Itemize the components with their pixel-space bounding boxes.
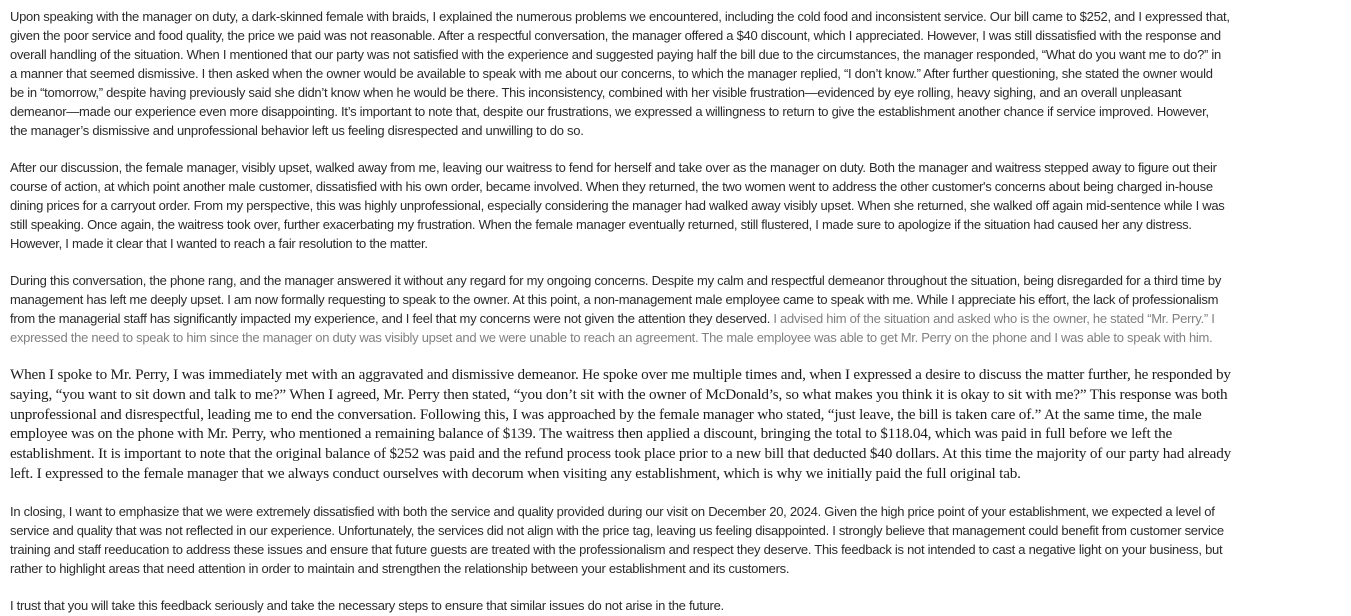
text-line: be in “tomorrow,” despite having previously said she didn’t know when he would be there. This inconsistency, combined with her visible frustration—evidenced by eye rolling, heavy sighing, and an overall unpleasant xyxy=(10,85,1182,100)
text-line: a manner that seemed dismissive. I then asked when the owner would be available to speak with me about our concerns, to which the manager replied, “I don’t know.” After further questioning, she stated the owner would xyxy=(10,66,1213,81)
paragraph-5 xyxy=(10,502,1351,578)
muted-text-segment: expressed the need to speak to him since the manager on duty was visibly upset and we were unable to reach an agreement. The male employee was able to get Mr. Perry on the phone and I was able to speak with him. xyxy=(10,330,1213,345)
text-line: rather to highlight areas that need attention in order to maintain and strengthen the relationship between your establishment and its customers. xyxy=(10,560,790,576)
paragraph-1 xyxy=(10,7,1351,140)
text-line: demeanor—made our experience even more disappointing. It’s important to note that, despite our frustrations, we expressed a willingness to return to give the establishment another chance if service improved. However, xyxy=(10,104,1209,119)
text-line: During this conversation, the phone rang, and the manager answered it without any regard for my ongoing concerns. Despite my calm and respectful demeanor throughout the situation, being disregarded for a third time by xyxy=(10,273,1222,288)
text-line: saying, “you want to sit down and talk to me?” When I agreed, Mr. Perry then stated, “you don’t sit with the owner of McDonald’s, so what makes you think it is okay to sit with me?” This response was both xyxy=(10,385,1228,403)
text-line: unprofessional and disrespectful, leading me to end the conversation. Following this, I was approached by the female manager who stated, “just leave, the bill is taken care of.” At the same time, the male xyxy=(10,405,1202,423)
text-line xyxy=(10,309,1351,328)
paragraph-3 xyxy=(10,271,1351,347)
text-line: However, I made it clear that I wanted to reach a fair resolution to the matter. xyxy=(10,236,428,251)
paragraph-2 xyxy=(10,158,1351,253)
text-line: employee was on the phone with Mr. Perry, who mentioned a remaining balance of $139. The waitress then applied a discount, bringing the total to $118.04, which was paid in full before we left the xyxy=(10,425,1173,443)
text-line: still speaking. Once again, the waitress took over, further exacerbating my frustration. When the female manager eventually returned, still flustered, I made sure to apologize if the situation had caused her any distress. xyxy=(10,217,1192,232)
text-line: training and staff reeducation to address these issues and ensure that future guests are treated with the professionalism and respect they deserve. This feedback is not intended to cast a negative light on your business, but xyxy=(10,541,1223,557)
text-line: I trust that you will take this feedback seriously and take the necessary steps to ensure that similar issues do not arise in the future. xyxy=(10,597,724,613)
text-line: establishment. It is important to note that the original balance of $252 was paid and the refund process took place prior to a new bill that deducted $40 dollars. At this time the majority of our party had already xyxy=(10,445,1232,463)
text-line: After our discussion, the female manager, visibly upset, walked away from me, leaving our waitress to fend for herself and take over as the manager on duty. Both the manager and waitress stepped away to figure out their xyxy=(10,160,1217,175)
text-line: management has left me deeply upset. I am now formally requesting to speak to the owner. At this point, a non-management male employee came to speak with me. While I appreciate his effort, the lack of professionalism xyxy=(10,292,1219,307)
text-line: overall handling of the situation. When I mentioned that our party was not satisfied with the experience and suggested paying half the bill due to the circumstances, the manager responded, “What do you want me to do?” in xyxy=(10,47,1221,62)
paragraph-6 xyxy=(10,596,1351,615)
paragraph-4 xyxy=(10,365,1351,484)
text-line: course of action, at which point another male customer, dissatisfied with his own order, became involved. When they returned, the two women went to address the other customer's concerns about being charged in-house xyxy=(10,179,1213,194)
text-line: left. I expressed to the female manager that we always conduct ourselves with decorum when visiting any establishment, which is why we initially paid the full original tab. xyxy=(10,464,1021,482)
text-line: Upon speaking with the manager on duty, a dark-skinned female with braids, I explained the numerous problems we encountered, including the cold food and inconsistent service. Our bill came to $252, and I expressed that, xyxy=(10,9,1230,24)
muted-text-segment: I advised him of the situation and asked who is the owner, he stated “Mr. Perry.” I xyxy=(773,311,1215,326)
text-line: given the poor service and food quality, the price we paid was not reasonable. After a respectful conversation, the manager offered a $40 discount, which I appreciated. However, I was still dissatisfied with the response and xyxy=(10,28,1221,43)
text-line: the manager’s dismissive and unprofessional behavior left us feeling disrespected and unwilling to do so. xyxy=(10,123,584,138)
text-line xyxy=(10,328,1351,347)
text-line: service and quality that was not reflected in our experience. Unfortunately, the services did not align with the price tag, leaving us feeling disappointed. I strongly believe that management could benefit from customer service xyxy=(10,522,1224,538)
text-line: In closing, I want to emphasize that we were extremely dissatisfied with both the service and quality provided during our visit on December 20, 2024. Given the high price point of your establishment, we expected a level of xyxy=(10,503,1215,519)
text-segment: from the managerial staff has significantly impacted my experience, and I feel that my concerns were not given the attention they deserved. xyxy=(10,311,774,326)
text-line: When I spoke to Mr. Perry, I was immediately met with an aggravated and dismissive demeanor. He spoke over me multiple times and, when I expressed a desire to discuss the matter further, he responded by xyxy=(10,366,1231,383)
text-line: dining prices for a carryout order. From my perspective, this was highly unprofessional, especially considering the manager had walked away visibly upset. When she returned, she walked off again mid-sentence while I was xyxy=(10,198,1225,213)
